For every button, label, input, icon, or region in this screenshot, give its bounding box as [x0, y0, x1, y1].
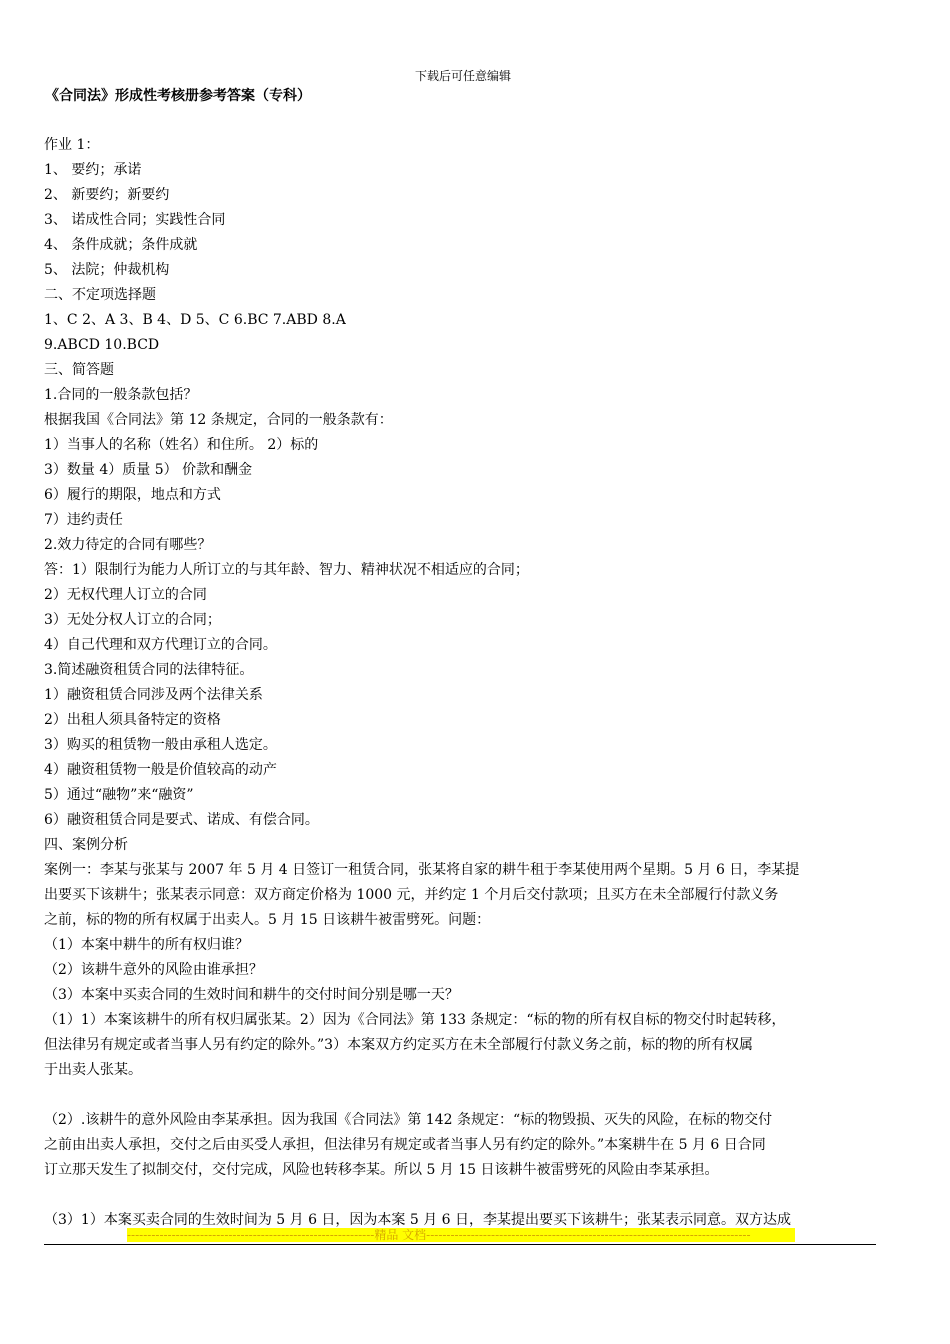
section-heading: 二、不定项选择题	[44, 287, 156, 303]
text-line: 6）履行的期限，地点和方式	[44, 487, 221, 503]
text-line: 答：1）限制行为能力人所订立的与其年龄、智力、精神状况不相适应的合同；	[44, 562, 529, 578]
text-line: 之前由出卖人承担，交付之后由买受人承担，但法律另有规定或者当事人另有约定的除外。”本案耕牛在 5 月 6 日合同	[44, 1137, 766, 1153]
text-line: （3）1）本案买卖合同的生效时间为 5 月 6 日，因为本案 5 月 6 日，李某提出要买下该耕牛；张某表示同意。双方达成	[44, 1212, 792, 1228]
text-line: 9.ABCD 10.BCD	[44, 337, 160, 353]
text-line: 2、 新要约；新要约	[44, 187, 170, 203]
question-line: 2.效力待定的合同有哪些？	[44, 537, 212, 553]
question-line: （1）本案中耕牛的所有权归谁？	[44, 937, 249, 953]
text-line: 1）当事人的名称（姓名）和住所。 2）标的	[44, 437, 319, 453]
text-line: 出要买下该耕牛；张某表示同意：双方商定价格为 1000 元，并约定 1 个月后交付款项；且买方在未全部履行付款义务	[44, 887, 779, 903]
document-body	[44, 133, 886, 1233]
blank-line	[44, 1183, 886, 1208]
section-heading: 四、案例分析	[44, 837, 128, 853]
text-line: 2）出租人须具备特定的资格	[44, 712, 221, 728]
text-line: 1）融资租赁合同涉及两个法律关系	[44, 687, 263, 703]
text-line: 于出卖人张某。	[44, 1062, 142, 1078]
text-line: 3）购买的租赁物一般由承租人选定。	[44, 737, 277, 753]
text-line: 2）无权代理人订立的合同	[44, 587, 207, 603]
header-note: 下载后可任意编辑	[414, 69, 511, 83]
question-line: （2）该耕牛意外的风险由谁承担？	[44, 962, 263, 978]
text-line: 案例一：李某与张某与 2007 年 5 月 4 日签订一租赁合同，张某将自家的耕牛租于李某使用两个星期。5 月 6 日，李某提	[44, 862, 800, 878]
text-line: 作业 1：	[44, 137, 100, 153]
text-line: 3）无处分权人订立的合同；	[44, 612, 221, 628]
text-line: 7）违约责任	[44, 512, 123, 528]
question-line: 3.简述融资租赁合同的法律特征。	[44, 662, 254, 678]
text-line: 3）数量 4）质量 5） 价款和酬金	[44, 462, 253, 478]
text-line: 根据我国《合同法》第 12 条规定，合同的一般条款有：	[44, 412, 393, 428]
text-line: 1、 要约；承诺	[44, 162, 142, 178]
footer-divider	[44, 1244, 876, 1245]
question-line: （3）本案中买卖合同的生效时间和耕牛的交付时间分别是哪一天？	[44, 987, 459, 1003]
text-line: 4、 条件成就；条件成就	[44, 237, 198, 253]
text-line: 但法律另有规定或者当事人另有约定的除外。”3）本案双方约定买方在未全部履行付款义务之前，标的物的所有权属	[44, 1037, 754, 1053]
text-line: 6）融资租赁合同是要式、诺成、有偿合同。	[44, 812, 319, 828]
footer-watermark: -------------------------------------------------------------精品 文档--------------------------------------------------------------------------------	[127, 1228, 795, 1242]
text-line: 3、 诺成性合同；实践性合同	[44, 212, 226, 228]
text-line: （1）1）本案该耕牛的所有权归属张某。2）因为《合同法》第 133 条规定：“标的物的所有权自标的物交付时起转移，	[44, 1012, 786, 1028]
text-line: 5）通过“融物”来“融资”	[44, 787, 194, 803]
text-line: 5、 法院；仲裁机构	[44, 262, 170, 278]
text-line: （2）.该耕牛的意外风险由李某承担。因为我国《合同法》第 142 条规定：“标的物毁损、灭失的风险，在标的物交付	[44, 1112, 773, 1128]
text-line: 订立那天发生了拟制交付，交付完成，风险也转移李某。所以 5 月 15 日该耕牛被雷劈死的风险由李某承担。	[44, 1162, 719, 1178]
section-heading: 三、简答题	[44, 362, 114, 378]
question-line: 1.合同的一般条款包括？	[44, 387, 198, 403]
text-line: 4）融资租赁物一般是价值较高的动产	[44, 762, 277, 778]
document-title: 《合同法》形成性考核册参考答案（专科）	[45, 88, 311, 104]
text-line: 4）自己代理和双方代理订立的合同。	[44, 637, 277, 653]
text-line: 1、C 2、A 3、B 4、D 5、C 6.BC 7.ABD 8.A	[44, 312, 346, 328]
blank-line	[44, 1083, 886, 1108]
text-line: 之前，标的物的所有权属于出卖人。5 月 15 日该耕牛被雷劈死。问题：	[44, 912, 491, 928]
